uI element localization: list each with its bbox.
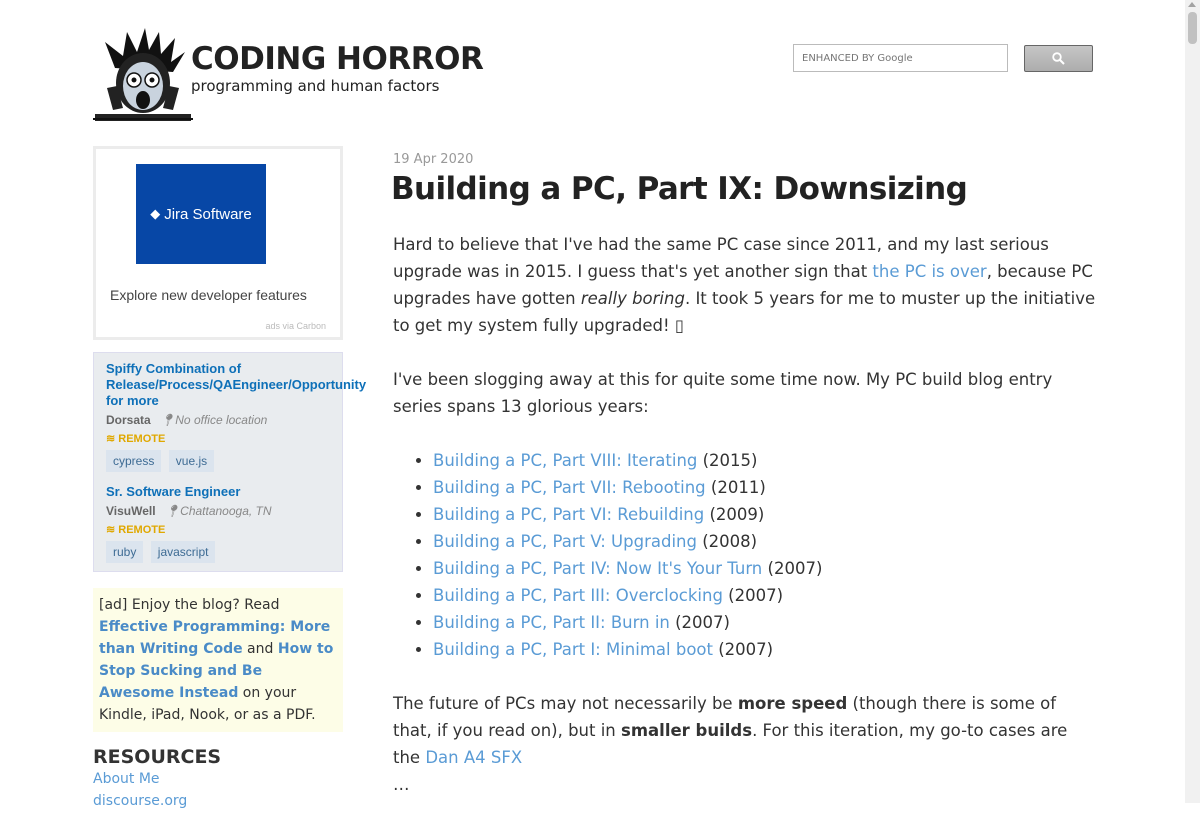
- map-pin-icon: 📍︎: [164, 504, 181, 518]
- scrollbar[interactable]: [1185, 0, 1200, 803]
- job-meta: [106, 413, 330, 427]
- series-link[interactable]: Building a PC, Part IV: Now It's Your Turn: [433, 559, 763, 578]
- job-listing: [106, 484, 330, 563]
- search-icon: [1052, 52, 1065, 65]
- text: . For this iteration, my go-to cases are the: [393, 721, 1068, 767]
- series-year: (2009): [704, 505, 765, 524]
- book-ad-prefix: [ad] Enjoy the blog? Read: [99, 597, 280, 613]
- list-item: [433, 501, 1098, 528]
- jira-icon: ◆: [150, 206, 161, 221]
- wifi-icon: ≋: [106, 524, 119, 536]
- text: The future of PCs may not necessarily be: [393, 694, 738, 713]
- resources-title: RESOURCES: [93, 746, 222, 768]
- post-title[interactable]: Building a PC, Part IX: Downsizing: [391, 171, 968, 207]
- job-tag[interactable]: vue.js: [169, 450, 214, 472]
- job-tags: [106, 541, 330, 563]
- job-location: [165, 504, 272, 518]
- series-year: (2011): [705, 478, 766, 497]
- job-title-link[interactable]: Sr. Software Engineer: [106, 484, 241, 499]
- job-location-text: No office location: [175, 413, 268, 427]
- series-year: (2015): [697, 451, 758, 470]
- list-item: [433, 555, 1098, 582]
- list-item: [433, 609, 1098, 636]
- wifi-icon: ≋: [106, 433, 119, 445]
- pc-is-over-link[interactable]: the PC is over: [872, 262, 987, 281]
- series-year: (2007): [669, 613, 730, 632]
- series-link[interactable]: Building a PC, Part VII: Rebooting: [433, 478, 706, 497]
- book-link-stop-sucking[interactable]: How to Stop Sucking and Be Awesome Instead: [99, 641, 334, 701]
- job-company: Dorsata: [106, 413, 151, 427]
- text: Hard to believe that I've had the same PC case since 2011, and my last serious upgrade was in 2015. I guess that's yet another sign that: [393, 235, 1049, 281]
- text: . It took 5 years for me to muster up the initiative to get my system fully upgraded! ▯: [393, 289, 1096, 335]
- series-year: (2007): [722, 586, 784, 605]
- post-content: [393, 231, 1098, 798]
- job-listing: [106, 361, 367, 472]
- job-location: [160, 413, 267, 427]
- carbon-ad: [93, 146, 343, 340]
- job-remote-badge: [106, 523, 330, 536]
- paragraph: I've been slogging away at this for quite some time now. My PC build blog entry series spans 13 glorious years:: [393, 370, 1053, 416]
- series-link[interactable]: Building a PC, Part VIII: Iterating: [433, 451, 698, 470]
- series-link[interactable]: Building a PC, Part I: Minimal boot: [433, 640, 713, 659]
- job-remote-text: REMOTE: [118, 433, 166, 445]
- series-list: [393, 447, 1098, 663]
- job-meta: [106, 504, 330, 518]
- list-item: [433, 447, 1098, 474]
- job-remote-text: REMOTE: [118, 524, 166, 536]
- job-listings: [93, 352, 367, 572]
- series-year: (2008): [696, 532, 758, 551]
- carbon-ad-logo-text: Jira Software: [164, 205, 252, 223]
- coding-horror-logo[interactable]: [93, 28, 193, 121]
- post-main: [393, 152, 1098, 825]
- sidebar: [93, 146, 367, 812]
- job-company: VisuWell: [106, 504, 156, 518]
- site-tagline: programming and human factors: [191, 77, 440, 95]
- series-year: (2007): [762, 559, 823, 578]
- list-item: [433, 474, 1098, 501]
- site-title[interactable]: CODING HORROR: [191, 41, 484, 77]
- job-tag[interactable]: ruby: [106, 541, 143, 563]
- job-tag[interactable]: javascript: [151, 541, 216, 563]
- job-tags: [106, 450, 330, 472]
- scroll-up-icon[interactable]: [1188, 2, 1196, 7]
- job-tag[interactable]: cypress: [106, 450, 161, 472]
- search-box: [793, 44, 1008, 72]
- job-remote-badge: [106, 432, 330, 445]
- paragraph: [393, 231, 1098, 339]
- series-link[interactable]: Building a PC, Part III: Overclocking: [433, 586, 723, 605]
- paragraph: [393, 690, 1098, 798]
- resource-link-about-me[interactable]: About Me: [93, 771, 160, 787]
- book-ad-middle: and: [242, 641, 278, 657]
- carbon-ad-image[interactable]: [136, 164, 266, 264]
- series-link[interactable]: Building a PC, Part II: Burn in: [433, 613, 670, 632]
- post-date: 19 Apr 2020: [393, 152, 474, 167]
- series-link[interactable]: Building a PC, Part V: Upgrading: [433, 532, 697, 551]
- list-item: [433, 528, 1098, 555]
- emphasis: really boring: [580, 289, 685, 308]
- text: (though there is some of that, if you read on), but in: [393, 694, 1057, 740]
- list-item: [433, 636, 1098, 663]
- resource-link-discourse[interactable]: discourse.org: [93, 793, 188, 809]
- book-ad-suffix: on your Kindle, iPad, Nook, or as a PDF.: [99, 685, 316, 723]
- series-link[interactable]: Building a PC, Part VI: Rebuilding: [433, 505, 705, 524]
- carbon-ad-text[interactable]: Explore new developer features: [110, 287, 307, 303]
- map-pin-icon: 📍︎: [160, 413, 176, 427]
- text: , because PC upgrades have gotten: [393, 262, 1093, 308]
- search-button[interactable]: [1024, 45, 1093, 72]
- list-item: [433, 582, 1098, 609]
- bold-text: more speed: [737, 694, 848, 713]
- dan-a4-link[interactable]: Dan A4 SFX: [425, 748, 523, 767]
- series-year: (2007): [713, 640, 774, 659]
- bold-text: smaller builds: [621, 721, 753, 740]
- book-ad: [93, 588, 343, 732]
- scroll-thumb[interactable]: [1188, 12, 1197, 44]
- search-input[interactable]: [794, 45, 1015, 71]
- job-location-text: Chattanooga, TN: [180, 504, 272, 518]
- carbon-ad-via[interactable]: ads via Carbon: [265, 321, 326, 331]
- text: …: [393, 775, 410, 794]
- job-title-link[interactable]: Spiffy Combination of Release/Process/QAEngineer/Opportunity for more: [106, 361, 367, 408]
- book-link-effective-programming[interactable]: Effective Programming: More than Writing Code: [99, 619, 331, 657]
- site-header: [93, 28, 1093, 123]
